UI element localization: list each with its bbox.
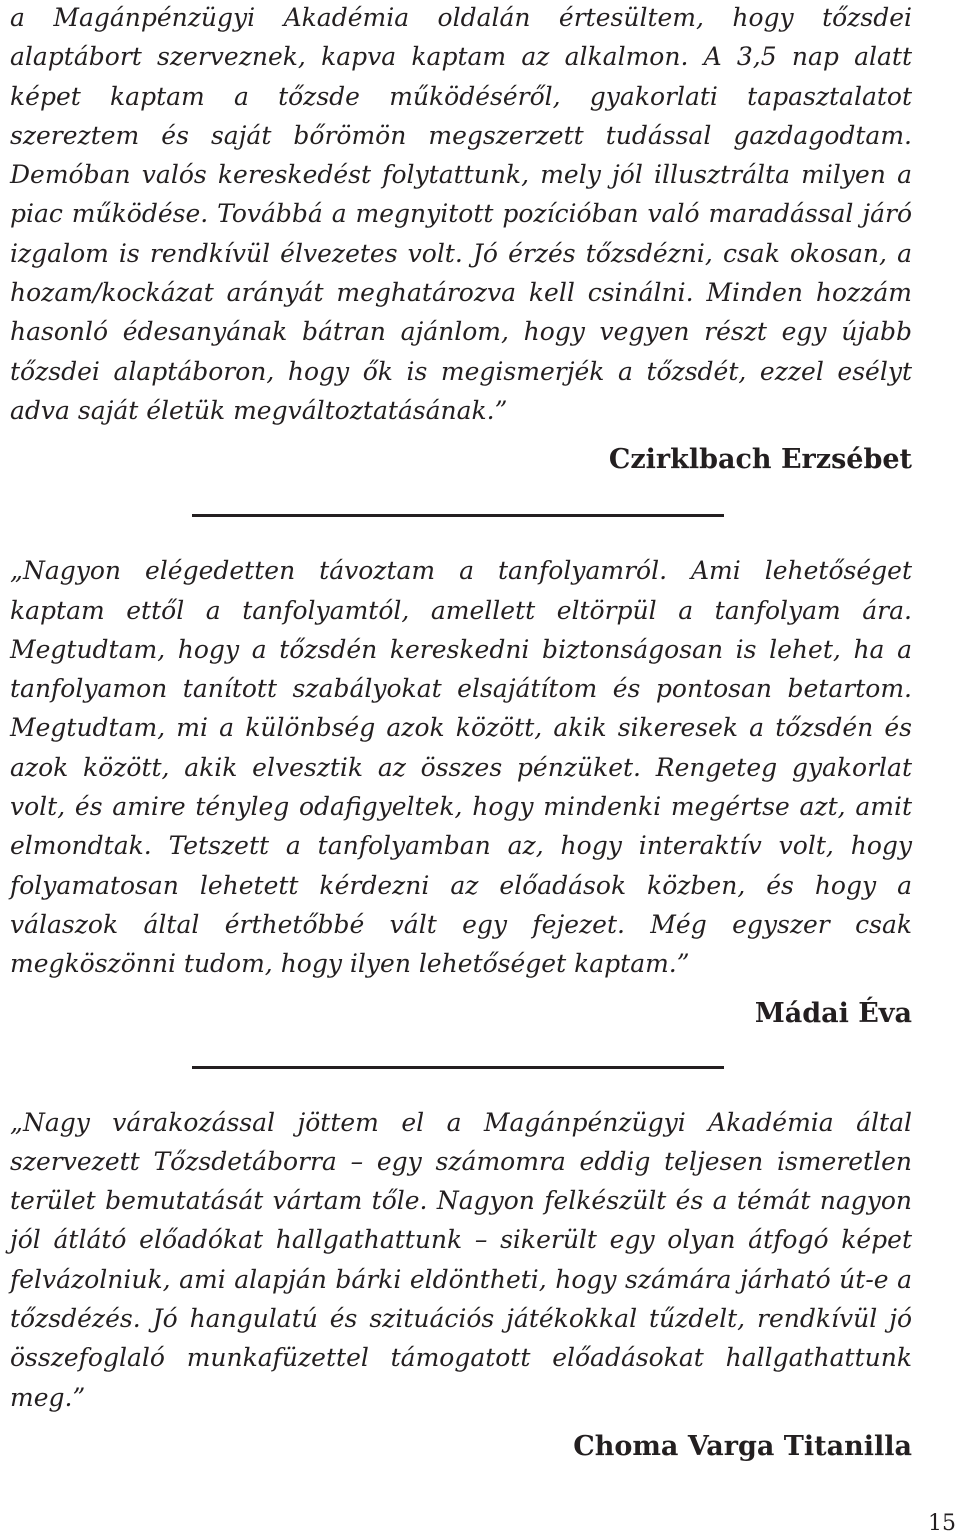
separator-1 <box>192 514 724 517</box>
testimonial-text-1: a Magánpénzügyi Akadémia oldalán értesültem, hogy tőzsdei alaptábort szerveznek, kapva kaptam az alkalmon. A 3,5 nap alatt képet kaptam a tőzsde működéséről, gyakorlati tapasztalatot szereztem és saját bőrömön megszerzett tudással gazdagodtam. Demóban valós kereskedést folytattunk, mely jól illusztrálta milyen a piac működése. Továbbá a megnyitott pozícióban való maradással járó izgalom is rendkívül élvezetes volt. Jó érzés tőzsdézni, csak okosan, a hozam/kockázat arányát meghatározva kell csinálni. Minden hozzám hasonló édesanyának bátran ajánlom, hogy vegyen részt egy újabb tőzsdei alaptáboron, hogy ők is megismerjék a tőzsdét, ezzel esélyt adva saját életük megváltoztatásának.” <box>10 3 912 425</box>
testimonial-author-3: Choma Varga Titanilla <box>573 1430 912 1462</box>
testimonial-author-1: Czirklbach Erzsébet <box>608 444 912 476</box>
separator-2 <box>192 1066 724 1069</box>
page-number: 15 <box>928 1511 956 1536</box>
testimonial-author-2: Mádai Éva <box>754 997 912 1029</box>
testimonials-page <box>10 0 912 1477</box>
testimonial-text-2: „Nagyon elégedetten távoztam a tanfolyamról. Ami lehetőséget kaptam ettől a tanfolyamtól, amellett eltörpül a tanfolyam ára. Megtudtam, hogy a tőzsdén kereskedni biztonságosan is lehet, ha a tanfolyamon tanított szabályokat elsajátítom és pontosan betartom. Megtudtam, mi a különbség azok között, akik sikeresek a tőzsdén és azok között, akik elvesztik az összes pénzüket. Rengeteg gyakorlat volt, és amire tényleg odafigyeltek, hogy mindenki megértse azt, amit elmondtak. Tetszett a tanfolyamban az, hogy interaktív volt, hogy folyamatosan lehetett kérdezni az előadások közben, és hogy a válaszok által érthetőbbé vált egy fejezet. Még egyszer csak megköszönni tudom, hogy ilyen lehetőséget kaptam.” <box>10 556 912 979</box>
testimonial-text-3: „Nagy várakozással jöttem el a Magánpénzügyi Akadémia által szervezett Tőzsdetáborra – egy számomra eddig teljesen ismeretlen terület bemutatását vártam tőle. Nagyon felkészült és a témát nagyon jól átlátó előadókat hallgathattunk – sikerült egy olyan átfogó képet felvázolniuk, ami alapján bárki eldöntheti, hogy számára járható út-e a tőzsdézés. Jó hangulatú és szituációs játékokkal tűzdelt, rendkívül jó összefoglaló munkafüzettel támogatott előadásokat hallgathattunk meg.” <box>10 1107 912 1412</box>
